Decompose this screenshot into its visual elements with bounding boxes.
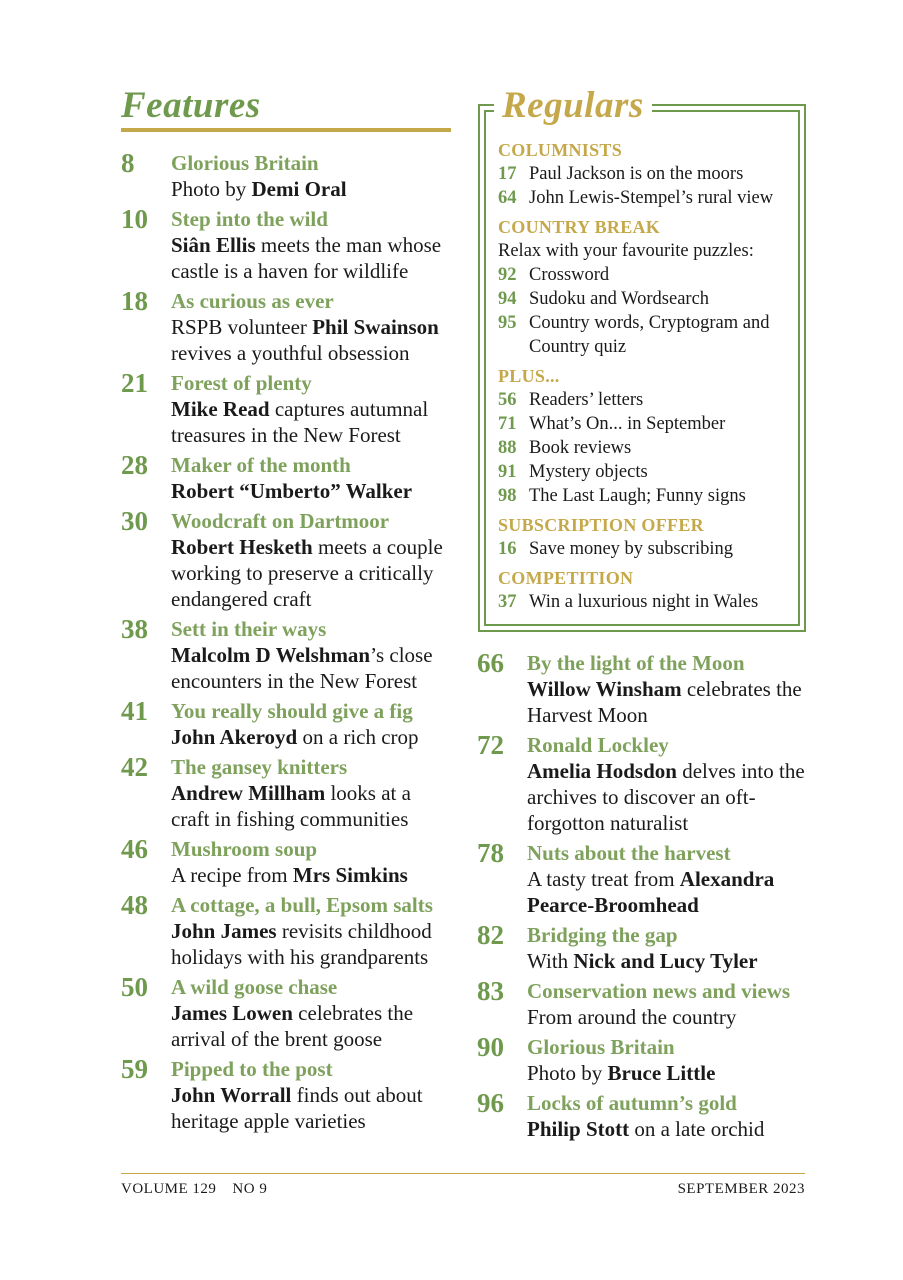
regulars-content xyxy=(498,138,798,614)
regular-title: Save money by subscribing xyxy=(529,539,733,559)
footer-rule xyxy=(121,1173,805,1174)
feature-text: captures autumnal treasures in the New Forest xyxy=(171,397,429,447)
feature-entry xyxy=(121,150,451,202)
feature-body xyxy=(171,206,451,284)
feature-page-number: 78 xyxy=(477,838,504,868)
feature-headline: Pipped to the post xyxy=(171,1057,333,1081)
feature-text: With xyxy=(527,949,574,973)
feature-headline: Forest of plenty xyxy=(171,371,312,395)
feature-author: Robert Hesketh xyxy=(171,535,313,559)
feature-text: revives a youthful obsession xyxy=(171,341,410,365)
feature-author: Mike Read xyxy=(171,397,270,421)
feature-entry xyxy=(121,452,451,504)
category-columnists: COLUMNISTS xyxy=(498,140,623,160)
regular-entry xyxy=(498,484,798,508)
feature-body xyxy=(171,974,451,1052)
country-break-list xyxy=(498,263,798,359)
regular-entry xyxy=(498,590,798,614)
regulars-title: Regulars xyxy=(494,86,652,126)
feature-page-number: 96 xyxy=(477,1088,504,1118)
feature-headline: By the light of the Moon xyxy=(527,651,745,675)
regular-title: Crossword xyxy=(529,265,610,285)
feature-author: Andrew Millham xyxy=(171,781,326,805)
feature-text: looks at a craft in fishing communities xyxy=(171,781,411,831)
feature-description xyxy=(527,1116,807,1142)
feature-headline: Bridging the gap xyxy=(527,923,678,947)
feature-author: Amelia Hodsdon xyxy=(527,759,677,783)
feature-text: meets the man whose castle is a haven for wildlife xyxy=(171,233,442,283)
feature-body xyxy=(527,840,807,918)
features-rule xyxy=(121,128,451,132)
feature-headline: A wild goose chase xyxy=(171,975,338,999)
feature-author: John Worrall xyxy=(171,1083,292,1107)
feature-page-number: 10 xyxy=(121,204,148,234)
features-title: Features xyxy=(121,85,261,126)
feature-description xyxy=(171,314,451,366)
feature-page-number: 48 xyxy=(121,890,148,920)
feature-headline: As curious as ever xyxy=(171,289,334,313)
feature-description xyxy=(171,478,451,504)
regular-entry xyxy=(498,537,798,561)
feature-text: celebrates the Harvest Moon xyxy=(527,677,802,727)
feature-entry xyxy=(477,732,807,836)
footer-issue: NO 9 xyxy=(232,1181,268,1197)
feature-headline: Ronald Lockley xyxy=(527,733,669,757)
feature-headline: Locks of autumn’s gold xyxy=(527,1091,737,1115)
feature-author: Alexandra Pearce-Broomhead xyxy=(527,867,775,917)
feature-description xyxy=(171,534,451,612)
regular-title: Win a luxurious night in Wales xyxy=(529,592,759,612)
feature-body xyxy=(171,288,451,366)
feature-entry xyxy=(121,698,451,750)
regular-entry xyxy=(498,311,798,359)
feature-description xyxy=(171,642,451,694)
regular-entry xyxy=(498,287,798,311)
regular-title: Paul Jackson is on the moors xyxy=(529,164,744,184)
regular-entry xyxy=(498,412,798,436)
feature-page-number: 50 xyxy=(121,972,148,1002)
regular-page-number: 91 xyxy=(498,462,517,482)
feature-page-number: 28 xyxy=(121,450,148,480)
feature-description xyxy=(171,1082,451,1134)
category-plus: PLUS... xyxy=(498,366,560,386)
feature-entry xyxy=(477,922,807,974)
feature-page-number: 83 xyxy=(477,976,504,1006)
feature-headline: Conservation news and views xyxy=(527,979,791,1003)
regular-page-number: 17 xyxy=(498,164,517,184)
features-column xyxy=(121,86,451,1138)
feature-description xyxy=(171,724,451,750)
feature-entry xyxy=(477,1034,807,1086)
regular-page-number: 16 xyxy=(498,539,517,559)
regular-title: John Lewis-Stempel’s rural view xyxy=(529,188,774,208)
footer-volume: VOLUME 129 xyxy=(121,1181,217,1197)
feature-description xyxy=(527,1060,807,1086)
feature-text: finds out about heritage apple varieties xyxy=(171,1083,423,1133)
feature-author: Nick and Lucy Tyler xyxy=(573,949,758,973)
regular-entry xyxy=(498,436,798,460)
feature-page-number: 30 xyxy=(121,506,148,536)
feature-author: Willow Winsham xyxy=(527,677,682,701)
feature-description xyxy=(171,176,451,202)
feature-page-number: 38 xyxy=(121,614,148,644)
feature-body xyxy=(171,698,451,750)
columnists-list xyxy=(498,162,798,210)
feature-author: Demi Oral xyxy=(251,177,347,201)
feature-body xyxy=(171,370,451,448)
features-list xyxy=(121,150,451,1134)
plus-list xyxy=(498,388,798,508)
regular-page-number: 37 xyxy=(498,592,517,612)
feature-author: Phil Swainson xyxy=(312,315,439,339)
feature-entry xyxy=(121,370,451,448)
feature-page-number: 42 xyxy=(121,752,148,782)
feature-entry xyxy=(477,1090,807,1142)
feature-author: Philip Stott xyxy=(527,1117,630,1141)
feature-description xyxy=(527,758,807,836)
regular-entry xyxy=(498,388,798,412)
feature-entry xyxy=(121,1056,451,1134)
feature-body xyxy=(527,922,807,974)
feature-headline: Nuts about the harvest xyxy=(527,841,731,865)
feature-body xyxy=(527,650,807,728)
feature-body xyxy=(171,616,451,694)
feature-text: on a late orchid xyxy=(629,1117,765,1141)
regular-title: Mystery objects xyxy=(529,462,648,482)
regular-title: Country words, Cryptogram and Country quiz xyxy=(529,313,770,357)
feature-headline: Woodcraft on Dartmoor xyxy=(171,509,390,533)
feature-author: Mrs Simkins xyxy=(292,863,408,887)
feature-author: Robert “Umberto” Walker xyxy=(171,479,413,503)
regular-page-number: 71 xyxy=(498,414,517,434)
regular-page-number: 88 xyxy=(498,438,517,458)
regular-page-number: 64 xyxy=(498,188,517,208)
feature-text: Photo by xyxy=(171,177,252,201)
feature-headline: You really should give a fig xyxy=(171,699,413,723)
feature-description xyxy=(171,232,451,284)
feature-description xyxy=(171,1000,451,1052)
feature-headline: Maker of the month xyxy=(171,453,351,477)
feature-body xyxy=(171,892,451,970)
feature-author: John Akeroyd xyxy=(171,725,298,749)
feature-headline: Sett in their ways xyxy=(171,617,327,641)
feature-body xyxy=(171,508,451,612)
feature-page-number: 59 xyxy=(121,1054,148,1084)
feature-page-number: 21 xyxy=(121,368,148,398)
feature-entry xyxy=(477,840,807,918)
right-features-list xyxy=(477,650,807,1146)
feature-text: celebrates the arrival of the brent goose xyxy=(171,1001,414,1051)
feature-description xyxy=(171,396,451,448)
feature-body xyxy=(171,754,451,832)
regular-title: Book reviews xyxy=(529,438,632,458)
feature-headline: Glorious Britain xyxy=(527,1035,675,1059)
feature-text: From around the country xyxy=(527,1005,737,1029)
feature-entry xyxy=(121,974,451,1052)
regular-page-number: 98 xyxy=(498,486,517,506)
feature-entry xyxy=(121,616,451,694)
feature-headline: Mushroom soup xyxy=(171,837,318,861)
feature-description xyxy=(527,1004,807,1030)
feature-description xyxy=(527,866,807,918)
feature-headline: The gansey knitters xyxy=(171,755,348,779)
feature-page-number: 41 xyxy=(121,696,148,726)
feature-entry xyxy=(121,754,451,832)
feature-text: ’s close encounters in the New Forest xyxy=(171,643,433,693)
feature-description xyxy=(171,918,451,970)
feature-body xyxy=(171,452,451,504)
feature-entry xyxy=(121,508,451,612)
feature-text: RSPB volunteer xyxy=(171,315,313,339)
regular-title: The Last Laugh; Funny signs xyxy=(529,486,746,506)
feature-text: A tasty treat from xyxy=(527,867,680,891)
feature-page-number: 72 xyxy=(477,730,504,760)
feature-author: John James xyxy=(171,919,277,943)
feature-page-number: 8 xyxy=(121,148,135,178)
feature-entry xyxy=(477,978,807,1030)
regular-page-number: 94 xyxy=(498,289,517,309)
country-break-intro: Relax with your favourite puzzles: xyxy=(498,241,754,261)
footer-volume-issue xyxy=(121,1181,267,1198)
regular-title: Sudoku and Wordsearch xyxy=(529,289,710,309)
footer-date: SEPTEMBER 2023 xyxy=(677,1181,805,1197)
feature-description xyxy=(527,948,807,974)
feature-text: revisits childhood holidays with his grandparents xyxy=(171,919,432,969)
regular-entry xyxy=(498,460,798,484)
regular-entry xyxy=(498,263,798,287)
feature-headline: A cottage, a bull, Epsom salts xyxy=(171,893,433,917)
feature-body xyxy=(527,978,807,1030)
feature-description xyxy=(527,676,807,728)
feature-body xyxy=(527,1034,807,1086)
feature-text: A recipe from xyxy=(171,863,293,887)
feature-page-number: 18 xyxy=(121,286,148,316)
feature-author: Bruce Little xyxy=(607,1061,716,1085)
feature-text: meets a couple working to preserve a critically endangered craft xyxy=(171,535,443,611)
feature-body xyxy=(527,1090,807,1142)
feature-text: delves into the archives to discover an oft-forgotton naturalist xyxy=(527,759,805,835)
feature-description xyxy=(171,862,451,888)
regular-page-number: 56 xyxy=(498,390,517,410)
feature-entry xyxy=(121,836,451,888)
feature-page-number: 90 xyxy=(477,1032,504,1062)
feature-author: Siân Ellis xyxy=(171,233,256,257)
feature-entry xyxy=(121,206,451,284)
feature-headline: Step into the wild xyxy=(171,207,328,231)
feature-text: Photo by xyxy=(527,1061,608,1085)
feature-description xyxy=(171,780,451,832)
regular-page-number: 95 xyxy=(498,313,517,333)
feature-page-number: 66 xyxy=(477,648,504,678)
feature-text: on a rich crop xyxy=(297,725,419,749)
regular-page-number: 92 xyxy=(498,265,517,285)
regular-entry xyxy=(498,186,798,210)
feature-body xyxy=(171,150,451,202)
subscription-list xyxy=(498,537,798,561)
competition-list xyxy=(498,590,798,614)
category-subscription-offer: SUBSCRIPTION OFFER xyxy=(498,515,704,535)
feature-page-number: 82 xyxy=(477,920,504,950)
feature-author: Malcolm D Welshman xyxy=(171,643,371,667)
feature-headline: Glorious Britain xyxy=(171,151,319,175)
category-country-break: COUNTRY BREAK xyxy=(498,217,661,237)
regular-entry xyxy=(498,162,798,186)
feature-body xyxy=(171,1056,451,1134)
feature-body xyxy=(171,836,451,888)
regular-title: What’s On... in September xyxy=(529,414,726,434)
feature-entry xyxy=(121,892,451,970)
feature-entry xyxy=(121,288,451,366)
feature-entry xyxy=(477,650,807,728)
feature-author: James Lowen xyxy=(171,1001,293,1025)
feature-page-number: 46 xyxy=(121,834,148,864)
category-competition: COMPETITION xyxy=(498,568,634,588)
regular-title: Readers’ letters xyxy=(529,390,644,410)
feature-body xyxy=(527,732,807,836)
